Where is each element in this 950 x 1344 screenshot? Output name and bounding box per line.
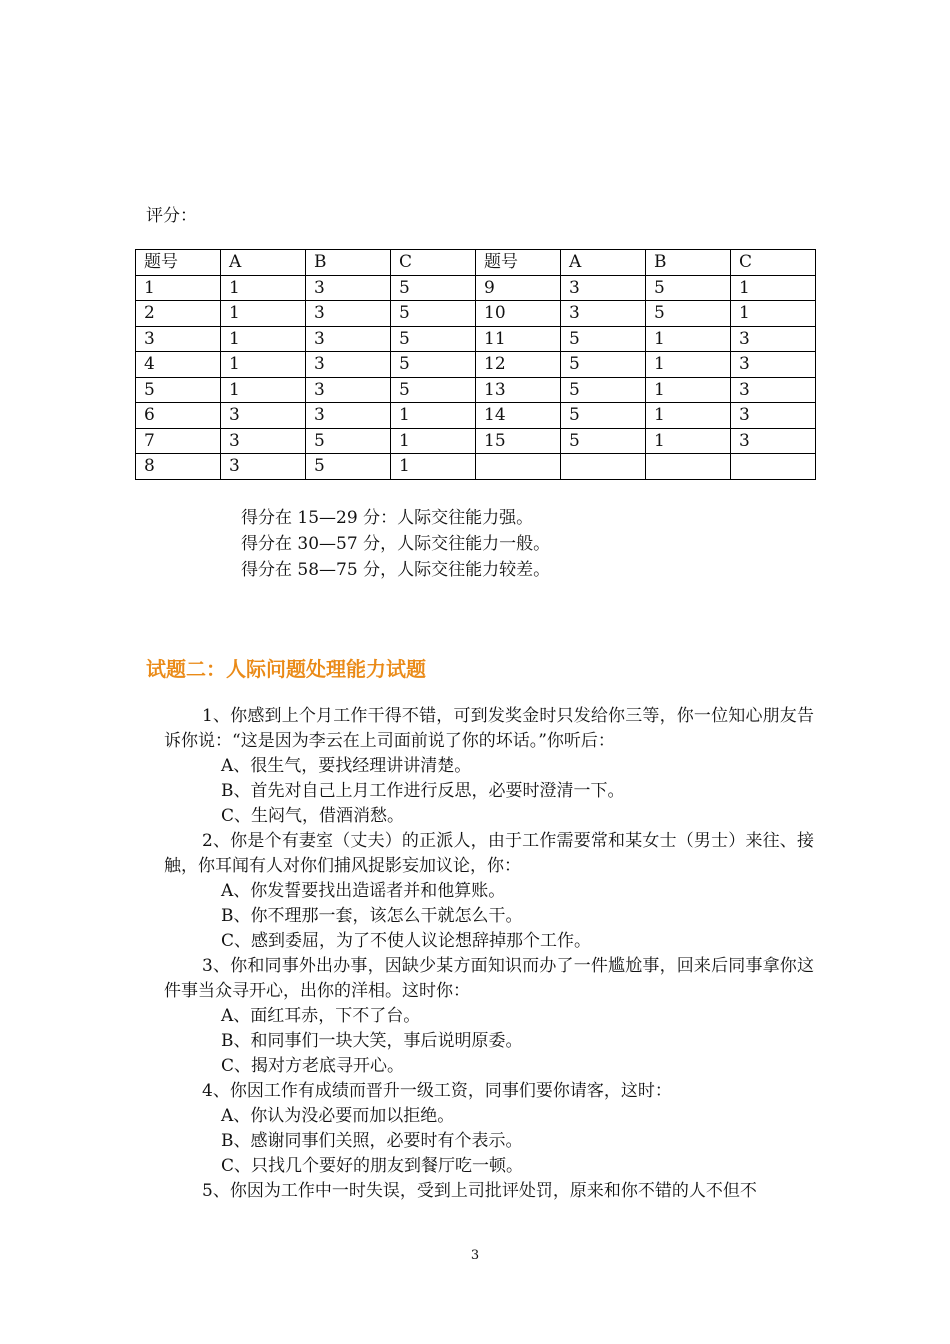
table-cell: 3 bbox=[221, 403, 306, 429]
table-cell: 11 bbox=[476, 326, 561, 352]
table-cell: 3 bbox=[136, 326, 221, 352]
table-cell: 6 bbox=[136, 403, 221, 429]
table-cell: 题号 bbox=[136, 250, 221, 276]
table-cell: 1 bbox=[136, 275, 221, 301]
table-cell: 1 bbox=[221, 352, 306, 378]
question-option: C、生闷气，借酒消愁。 bbox=[221, 806, 405, 826]
table-row bbox=[136, 454, 816, 480]
table-cell: 1 bbox=[391, 403, 476, 429]
table-row bbox=[136, 377, 816, 403]
table-cell: 3 bbox=[306, 326, 391, 352]
table-cell: 8 bbox=[136, 454, 221, 480]
table-header-row bbox=[136, 250, 816, 276]
question-option: C、只找几个要好的朋友到餐厅吃一顿。 bbox=[221, 1156, 524, 1176]
question-item bbox=[164, 1079, 814, 1179]
table-cell: 5 bbox=[391, 301, 476, 327]
section-title: 试题二：人际问题处理能力试题 bbox=[146, 657, 426, 681]
question-option: C、感到委屈，为了不使人议论想辞掉那个工作。 bbox=[221, 931, 592, 951]
table-cell: 15 bbox=[476, 428, 561, 454]
table-cell: 3 bbox=[731, 428, 816, 454]
table-cell: 9 bbox=[476, 275, 561, 301]
table-cell: 3 bbox=[731, 377, 816, 403]
table-cell bbox=[646, 454, 731, 480]
question-option: B、你不理那一套，该怎么干就怎么干。 bbox=[221, 906, 523, 926]
table-cell: 3 bbox=[731, 326, 816, 352]
table-cell: 5 bbox=[136, 377, 221, 403]
score-label: 评分： bbox=[146, 206, 197, 226]
table-cell: 3 bbox=[731, 403, 816, 429]
table-cell: 5 bbox=[391, 352, 476, 378]
table-cell: 3 bbox=[221, 428, 306, 454]
table-cell: 5 bbox=[391, 326, 476, 352]
table-cell: 3 bbox=[306, 352, 391, 378]
table-cell: 5 bbox=[561, 403, 646, 429]
question-stem: 3、你和同事外出办事，因缺少某方面知识而办了一件尴尬事，回来后同事拿你这件事当众寻开心，出你的洋相。这时你： bbox=[164, 956, 814, 1001]
table-cell: 题号 bbox=[476, 250, 561, 276]
table-cell: 1 bbox=[646, 403, 731, 429]
table-cell: 3 bbox=[306, 275, 391, 301]
result-line: 得分在 15—29 分：人际交往能力强。 bbox=[241, 508, 534, 528]
table-cell: 5 bbox=[306, 428, 391, 454]
table-cell: 2 bbox=[136, 301, 221, 327]
table-cell: 3 bbox=[561, 301, 646, 327]
table-cell: 7 bbox=[136, 428, 221, 454]
table-cell: 1 bbox=[731, 301, 816, 327]
score-table bbox=[135, 249, 816, 480]
score-results bbox=[241, 505, 550, 583]
result-line: 得分在 58—75 分，人际交往能力较差。 bbox=[241, 560, 551, 580]
table-cell: 14 bbox=[476, 403, 561, 429]
table-cell: 1 bbox=[221, 275, 306, 301]
table-cell: 1 bbox=[731, 275, 816, 301]
question-stem: 2、你是个有妻室（丈夫）的正派人，由于工作需要常和某女士（男士）来往、接触，你耳闻有人对你们捕风捉影妄加议论，你： bbox=[164, 831, 814, 876]
question-option: B、感谢同事们关照，必要时有个表示。 bbox=[221, 1131, 523, 1151]
question-option: B、首先对自己上月工作进行反思，必要时澄清一下。 bbox=[221, 781, 625, 801]
table-cell: C bbox=[731, 250, 816, 276]
table-cell: 5 bbox=[306, 454, 391, 480]
table-cell: 5 bbox=[646, 301, 731, 327]
question-option: B、和同事们一块大笑，事后说明原委。 bbox=[221, 1031, 523, 1051]
table-cell: 1 bbox=[391, 428, 476, 454]
table-cell: 12 bbox=[476, 352, 561, 378]
table-cell: 10 bbox=[476, 301, 561, 327]
question-item bbox=[164, 954, 814, 1079]
question-option: C、揭对方老底寻开心。 bbox=[221, 1056, 405, 1076]
table-cell: 5 bbox=[391, 275, 476, 301]
table-cell bbox=[561, 454, 646, 480]
table-cell: 1 bbox=[221, 326, 306, 352]
table-cell bbox=[476, 454, 561, 480]
table-cell: 3 bbox=[561, 275, 646, 301]
question-list bbox=[164, 704, 814, 1204]
table-cell: 1 bbox=[221, 301, 306, 327]
table-cell: A bbox=[561, 250, 646, 276]
table-cell: 3 bbox=[306, 377, 391, 403]
table-row bbox=[136, 403, 816, 429]
question-item bbox=[164, 829, 814, 954]
question-option: A、面红耳赤，下不了台。 bbox=[221, 1006, 421, 1026]
table-cell: 5 bbox=[561, 428, 646, 454]
table-cell: 1 bbox=[646, 377, 731, 403]
table-row bbox=[136, 301, 816, 327]
question-option: A、你认为没必要而加以拒绝。 bbox=[221, 1106, 455, 1126]
question-stem: 4、你因工作有成绩而晋升一级工资，同事们要你请客，这时： bbox=[202, 1081, 672, 1101]
question-item bbox=[164, 704, 814, 829]
table-cell: 1 bbox=[646, 428, 731, 454]
question-stem: 1、你感到上个月工作干得不错，可到发奖金时只发给你三等，你一位知心朋友告诉你说：“这是因为李云在上司面前说了你的坏话。”你听后： bbox=[164, 706, 814, 751]
table-cell: 3 bbox=[221, 454, 306, 480]
table-cell: B bbox=[306, 250, 391, 276]
question-option: A、你发誓要找出造谣者并和他算账。 bbox=[221, 881, 506, 901]
table-row bbox=[136, 352, 816, 378]
table-cell: 3 bbox=[306, 301, 391, 327]
table-row bbox=[136, 326, 816, 352]
table-cell: 13 bbox=[476, 377, 561, 403]
table-cell: 5 bbox=[391, 377, 476, 403]
table-cell: A bbox=[221, 250, 306, 276]
table-cell: 5 bbox=[561, 352, 646, 378]
table-cell: 5 bbox=[646, 275, 731, 301]
table-cell bbox=[731, 454, 816, 480]
table-cell: B bbox=[646, 250, 731, 276]
table-cell: 1 bbox=[391, 454, 476, 480]
table-cell: 5 bbox=[561, 377, 646, 403]
table-cell: 1 bbox=[646, 326, 731, 352]
table-cell: 5 bbox=[561, 326, 646, 352]
page-number: 3 bbox=[470, 1248, 480, 1263]
table-cell: 1 bbox=[646, 352, 731, 378]
table-cell: C bbox=[391, 250, 476, 276]
table-cell: 3 bbox=[306, 403, 391, 429]
table-cell: 1 bbox=[221, 377, 306, 403]
question-item bbox=[164, 1179, 814, 1204]
table-cell: 3 bbox=[731, 352, 816, 378]
table-row bbox=[136, 428, 816, 454]
question-option: A、很生气，要找经理讲讲清楚。 bbox=[221, 756, 472, 776]
result-line: 得分在 30—57 分，人际交往能力一般。 bbox=[241, 534, 551, 554]
table-cell: 4 bbox=[136, 352, 221, 378]
table-row bbox=[136, 275, 816, 301]
question-stem: 5、你因为工作中一时失误，受到上司批评处罚，原来和你不错的人不但不 bbox=[202, 1181, 757, 1201]
